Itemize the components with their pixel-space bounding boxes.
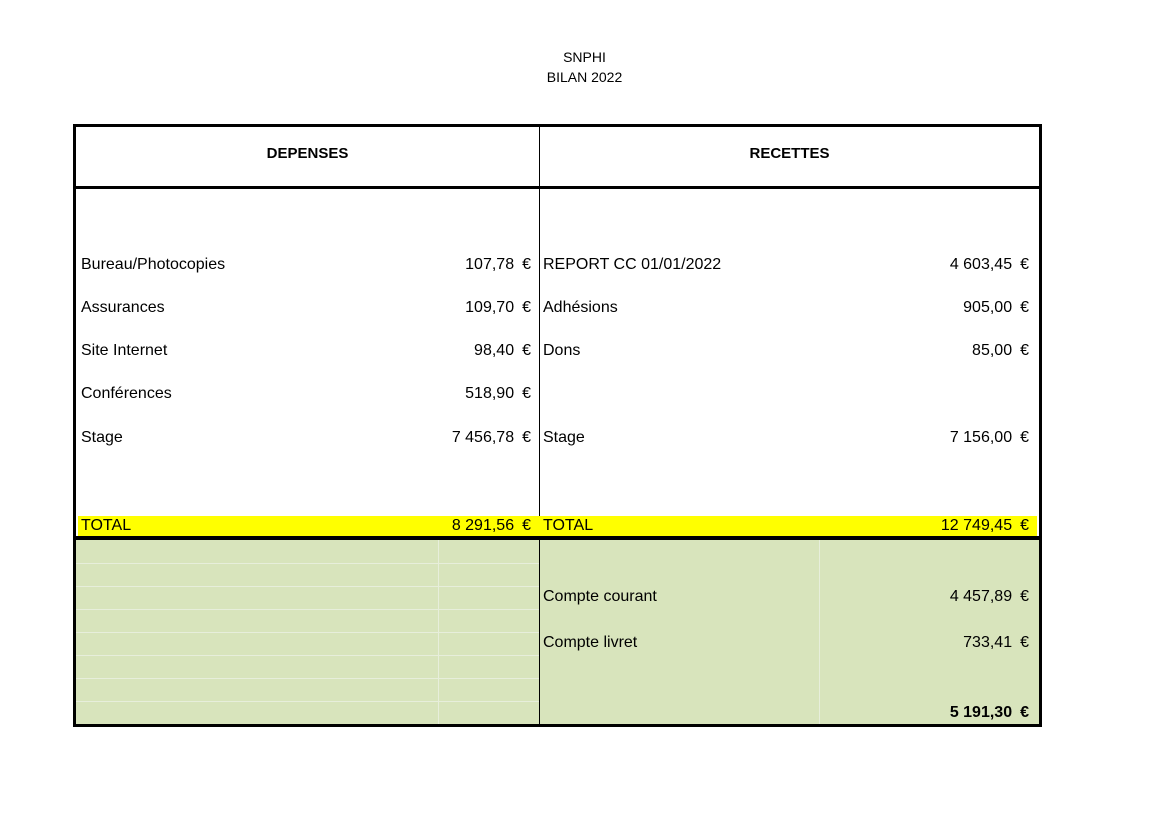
depense-label: Site Internet xyxy=(81,342,168,359)
depense-label: Conférences xyxy=(81,385,172,402)
document-title: BILAN 2022 xyxy=(546,69,623,85)
recette-amount: 7 156,00 € xyxy=(949,429,1029,446)
table-header-row xyxy=(76,127,1039,189)
total-separator xyxy=(76,536,1039,540)
grid-line xyxy=(76,701,539,702)
recette-label: Adhésions xyxy=(543,299,618,316)
grid-line xyxy=(76,678,539,679)
recette-label: Dons xyxy=(543,342,581,359)
balance-sheet-table xyxy=(73,124,1042,727)
total-depenses-amount: 8 291,56 € xyxy=(451,517,531,534)
grid-line xyxy=(76,655,539,656)
balance-amount: 733,41 € xyxy=(963,634,1029,651)
recette-label: Stage xyxy=(543,429,585,446)
grid-line xyxy=(819,540,820,724)
column-divider xyxy=(539,127,540,724)
total-depenses-label: TOTAL xyxy=(81,517,132,534)
recette-amount: 4 603,45 € xyxy=(949,256,1029,273)
depenses-heading: DEPENSES xyxy=(266,145,349,162)
depense-amount: 7 456,78 € xyxy=(451,429,531,446)
balance-total-amount: 5 191,30 € xyxy=(949,704,1029,721)
depense-amount: 518,90 € xyxy=(465,385,531,402)
recette-amount: 85,00 € xyxy=(972,342,1029,359)
depense-amount: 98,40 € xyxy=(474,342,531,359)
total-recettes-label: TOTAL xyxy=(543,517,594,534)
grid-line xyxy=(76,586,539,587)
recette-amount: 905,00 € xyxy=(963,299,1029,316)
recettes-heading: RECETTES xyxy=(749,145,830,162)
grid-line xyxy=(76,563,539,564)
grid-line xyxy=(76,609,539,610)
depense-label: Stage xyxy=(81,429,123,446)
grid-line xyxy=(438,540,439,724)
depense-label: Assurances xyxy=(81,299,165,316)
total-recettes-amount: 12 749,45 € xyxy=(940,517,1029,534)
depense-amount: 107,78 € xyxy=(465,256,531,273)
balance-label: Compte livret xyxy=(543,634,638,651)
recette-label: REPORT CC 01/01/2022 xyxy=(543,256,722,273)
grid-line xyxy=(76,632,539,633)
organization-name: SNPHI xyxy=(563,49,606,65)
balance-label: Compte courant xyxy=(543,588,657,605)
balance-amount: 4 457,89 € xyxy=(949,588,1029,605)
depense-amount: 109,70 € xyxy=(465,299,531,316)
depense-label: Bureau/Photocopies xyxy=(81,256,226,273)
